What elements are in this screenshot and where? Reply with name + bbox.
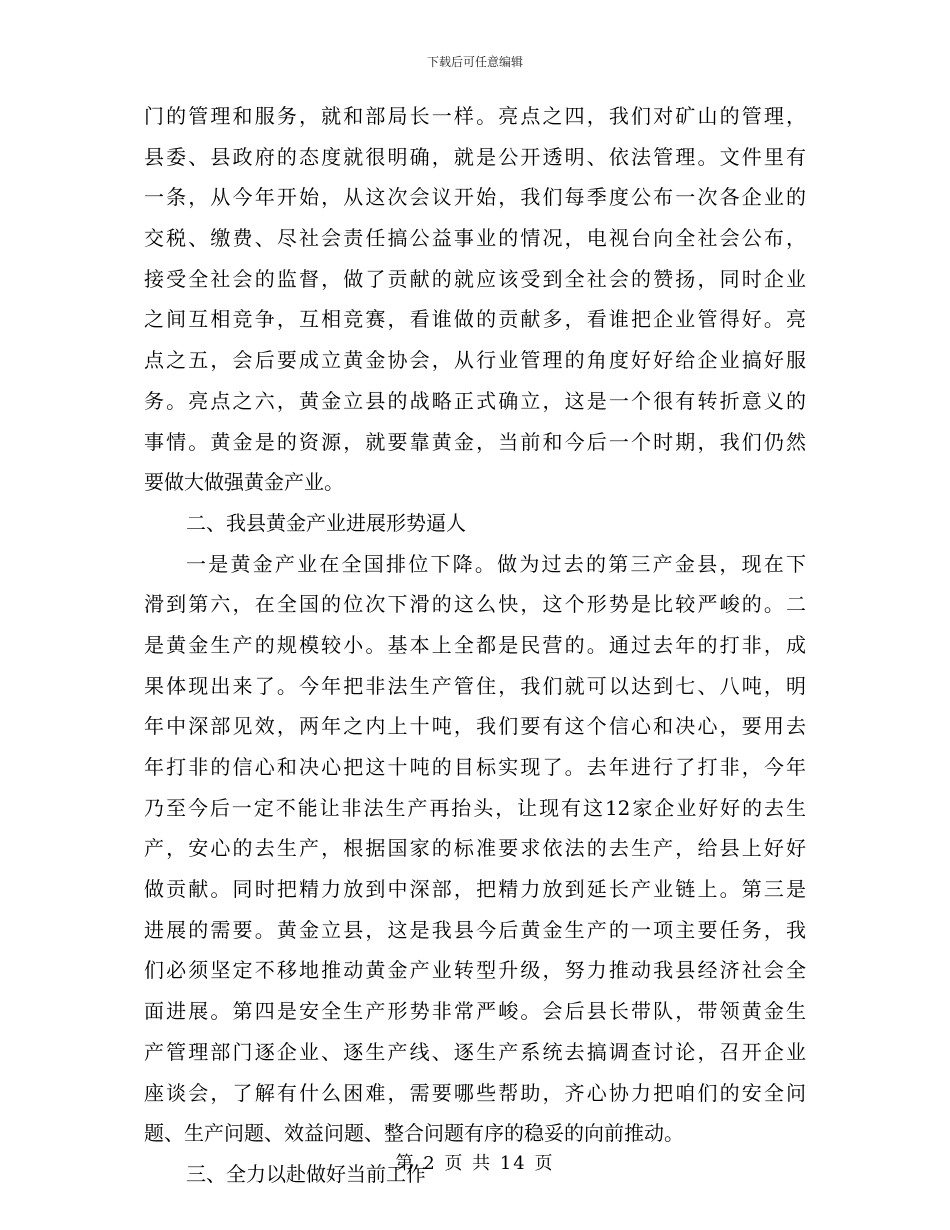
text-line: 是黄金生产的规模较小。基本上全都是民营的。通过去年的打非，成 xyxy=(144,632,806,657)
document-body xyxy=(144,96,806,1195)
text-line: 之间互相竞争，互相竞赛，看谁做的贡献多，看谁把企业管得好。亮 xyxy=(144,307,806,332)
text-line: 要做大做强黄金产业。 xyxy=(144,470,344,495)
text-line: 三、全力以赴做好当前工作 xyxy=(186,1161,426,1186)
text-line: 题、生产问题、效益问题、整合问题有序的稳妥的向前推动。 xyxy=(144,1121,684,1146)
text-line: 交税、缴费、尽社会责任搞公益事业的情况，电视台向全社会公布， xyxy=(144,226,806,251)
text-line: 门的管理和服务，就和部局长一样。亮点之四，我们对矿山的管理， xyxy=(144,104,806,128)
text-line: 一是黄金产业在全国排位下降。做为过去的第三产金县，现在下 xyxy=(186,551,806,576)
text-line: 年中深部见效，两年之内上十吨，我们要有这个信心和决心，要用去 xyxy=(144,714,806,739)
page-header: 下载后可任意编辑 xyxy=(426,55,523,69)
text-line: 们必须坚定不移地推动黄金产业转型升级，努力推动我县经济社会全 xyxy=(144,958,806,983)
text-line: 面进展。第四是安全生产形势非常严峻。会后县长带队，带领黄金生 xyxy=(144,999,806,1024)
text-line: 一条，从今年开始，从这次会议开始，我们每季度公布一次各企业的 xyxy=(144,185,806,210)
text-line: 务。亮点之六，黄金立县的战略正式确立，这是一个很有转折意义的 xyxy=(144,388,806,413)
text-line: 事情。黄金是的资源，就要靠黄金，当前和今后一个时期，我们仍然 xyxy=(144,429,806,454)
text-line: 点之五，会后要成立黄金协会，从行业管理的角度好好给企业搞好服 xyxy=(144,348,806,373)
text-line: 滑到第六，在全国的位次下滑的这么快，这个形势是比较严峻的。二 xyxy=(144,592,806,617)
text-line: 做贡献。同时把精力放到中深部，把精力放到延长产业链上。第三是 xyxy=(144,877,806,902)
text-line: 进展的需要。黄金立县，这是我县今后黄金生产的一项主要任务，我 xyxy=(144,917,806,942)
text-line: 年打非的信心和决心把这十吨的目标实现了。去年进行了打非，今年 xyxy=(144,755,806,779)
text-line: 产，安心的去生产，根据国家的标准要求依法的去生产，给县上好好 xyxy=(144,836,806,861)
text-line: 果体现出来了。今年把非法生产管住，我们就可以达到七、八吨，明 xyxy=(144,673,806,698)
text-line: 接受全社会的监督，做了贡献的就应该受到全社会的赞扬，同时企业 xyxy=(144,266,806,291)
text-line: 座谈会，了解有什么困难，需要哪些帮助，齐心协力把咱们的安全问 xyxy=(144,1080,806,1105)
page-footer: 第 2 页 共 14 页 xyxy=(395,1153,555,1174)
text-line: 产管理部门逐企业、逐生产线、逐生产系统去搞调查讨论，召开企业 xyxy=(144,1039,806,1064)
text-line: 二、我县黄金产业进展形势逼人 xyxy=(186,510,466,535)
text-line: 县委、县政府的态度就很明确，就是公开透明、依法管理。文件里有 xyxy=(144,144,806,169)
text-line: 乃至今后一定不能让非法生产再抬头，让现有这12家企业好好的去生 xyxy=(144,795,806,820)
